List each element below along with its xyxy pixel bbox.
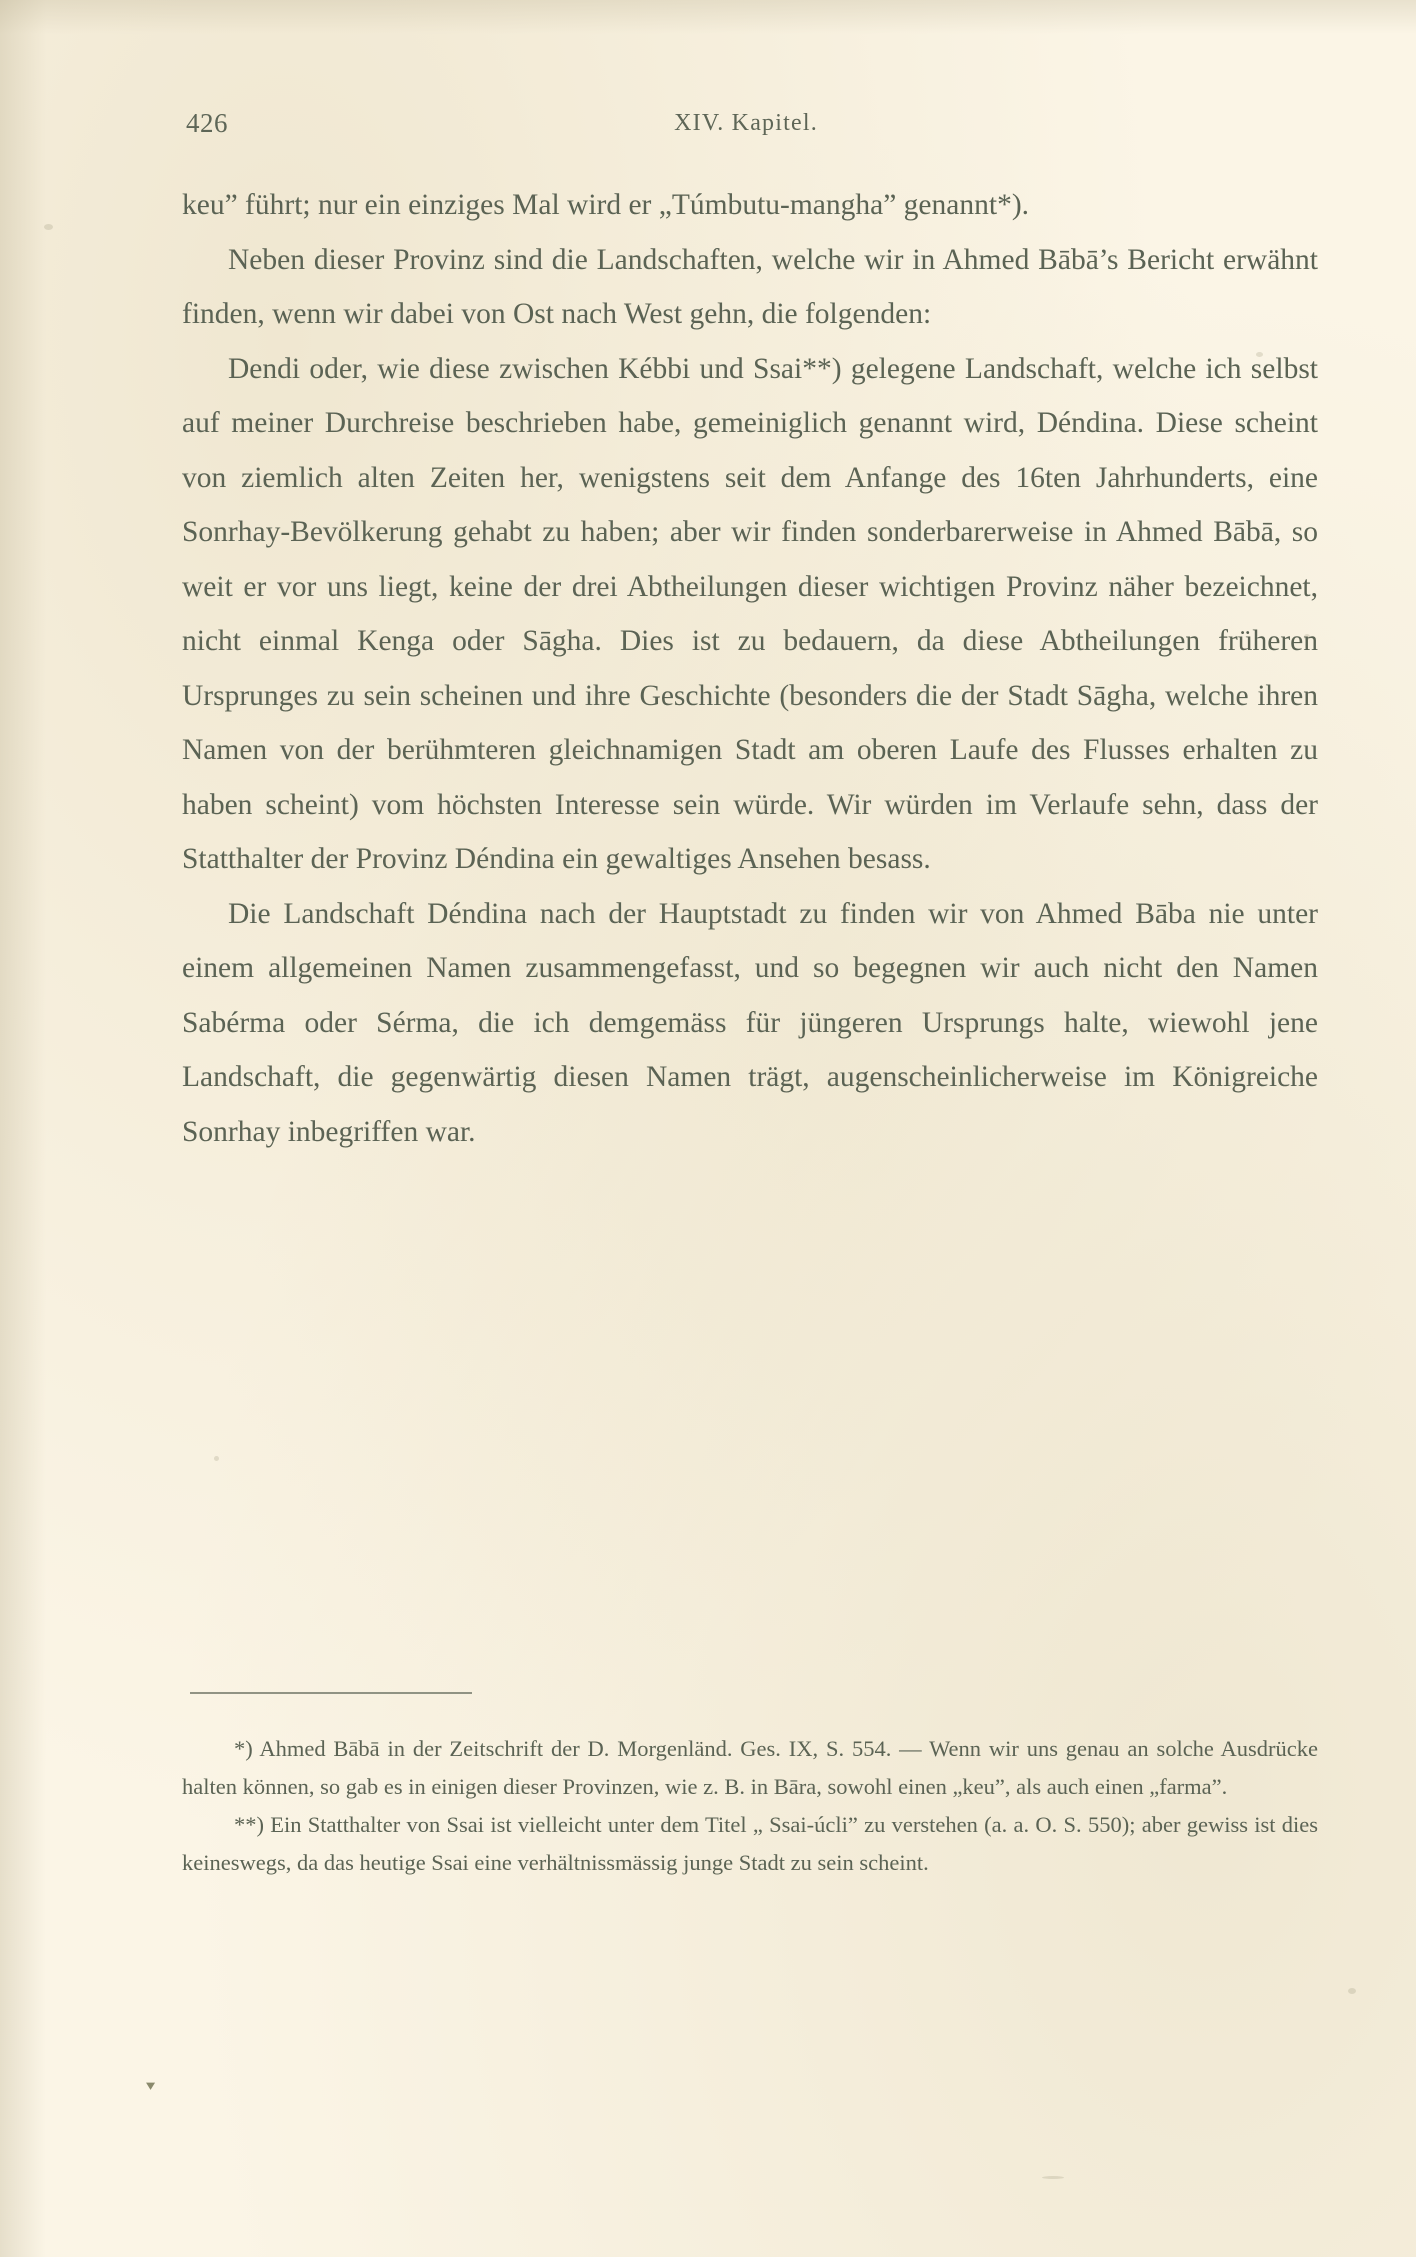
- page-number: 426: [186, 108, 228, 138]
- footnote-separator-rule: [190, 1692, 472, 1694]
- paragraph: Die Landschaft Déndina nach der Hauptstadt zu finden wir von Ahmed Bāba nie unter einem allgemeinen Namen zusammengefasst, und so begegnen wir auch nicht den Namen Sabérma oder Sérma, die ich demgemäss für jüngeren Ursprungs halte, wiewohl jene Landschaft, die gegenwärtig diesen Namen trägt, augenscheinlicherweise im Königreiche Sonrhay inbegriffen war.: [182, 897, 1318, 1148]
- paragraph: keu” führt; nur ein einziges Mal wird er „Túmbutu-mangha” genannt*).: [182, 189, 1030, 221]
- footnote: *) Ahmed Bābā in der Zeitschrift der D. Morgenländ. Ges. IX, S. 554. — Wenn wir uns genau an solche Ausdrücke halten können, so gab es in einigen dieser Provinzen, wie z. B. in Bāra, sowohl einen „keu”, als auch einen „farma”.: [182, 1736, 1318, 1799]
- marginal-mark: ▾: [146, 2077, 156, 2094]
- body-text: [182, 178, 1318, 1159]
- page-edge-shadow-top: [0, 0, 1416, 34]
- paragraph: Dendi oder, wie diese zwischen Kébbi und Ssai**) gelegene Landschaft, welche ich selbst auf meiner Durchreise beschrieben habe, gemeiniglich genannt wird, Déndina. Diese scheint von ziemlich alten Zeiten her, wenigstens seit dem Anfange des 16ten Jahrhunderts, eine Sonrhay-Bevölkerung gehabt zu haben; aber wir finden sonderbarerweise in Ahmed Bābā, so weit er vor uns liegt, keine der drei Abtheilungen dieser wichtigen Provinz näher bezeichnet, nicht einmal Kenga oder Sāgha. Dies ist zu bedauern, da diese Abtheilungen früheren Ursprunges zu sein scheinen und ihre Geschichte (besonders die der Stadt Sāgha, welche ihren Namen von der berühmteren gleichnamigen Stadt am oberen Laufe des Flusses erhalten zu haben scheint) vom höchsten Interesse sein würde. Wir würden im Verlaufe sehn, dass der Statthalter der Provinz Déndina ein gewaltiges Ansehen besass.: [182, 352, 1318, 875]
- page-header: [186, 108, 1246, 142]
- running-head: XIV. Kapitel.: [674, 110, 818, 136]
- paper-speck: [214, 1456, 219, 1461]
- footnote: **) Ein Statthalter von Ssai ist vielleicht unter dem Titel „ Ssai-úcli” zu verstehen (a. a. O. S. 550); aber gewiss ist dies keineswegs, da das heutige Ssai eine verhältnissmässig junge Stadt zu sein scheint.: [182, 1812, 1318, 1875]
- paper-speck: [1042, 2176, 1064, 2179]
- paper-speck: [1348, 1988, 1356, 1994]
- paragraph: Neben dieser Provinz sind die Landschaften, welche wir in Ahmed Bābā’s Bericht erwähnt finden, wenn wir dabei von Ost nach West gehn, die folgenden:: [182, 243, 1318, 330]
- footnotes: [182, 1730, 1318, 1882]
- page-edge-shadow-left: [0, 0, 46, 2257]
- paper-speck: [44, 224, 53, 230]
